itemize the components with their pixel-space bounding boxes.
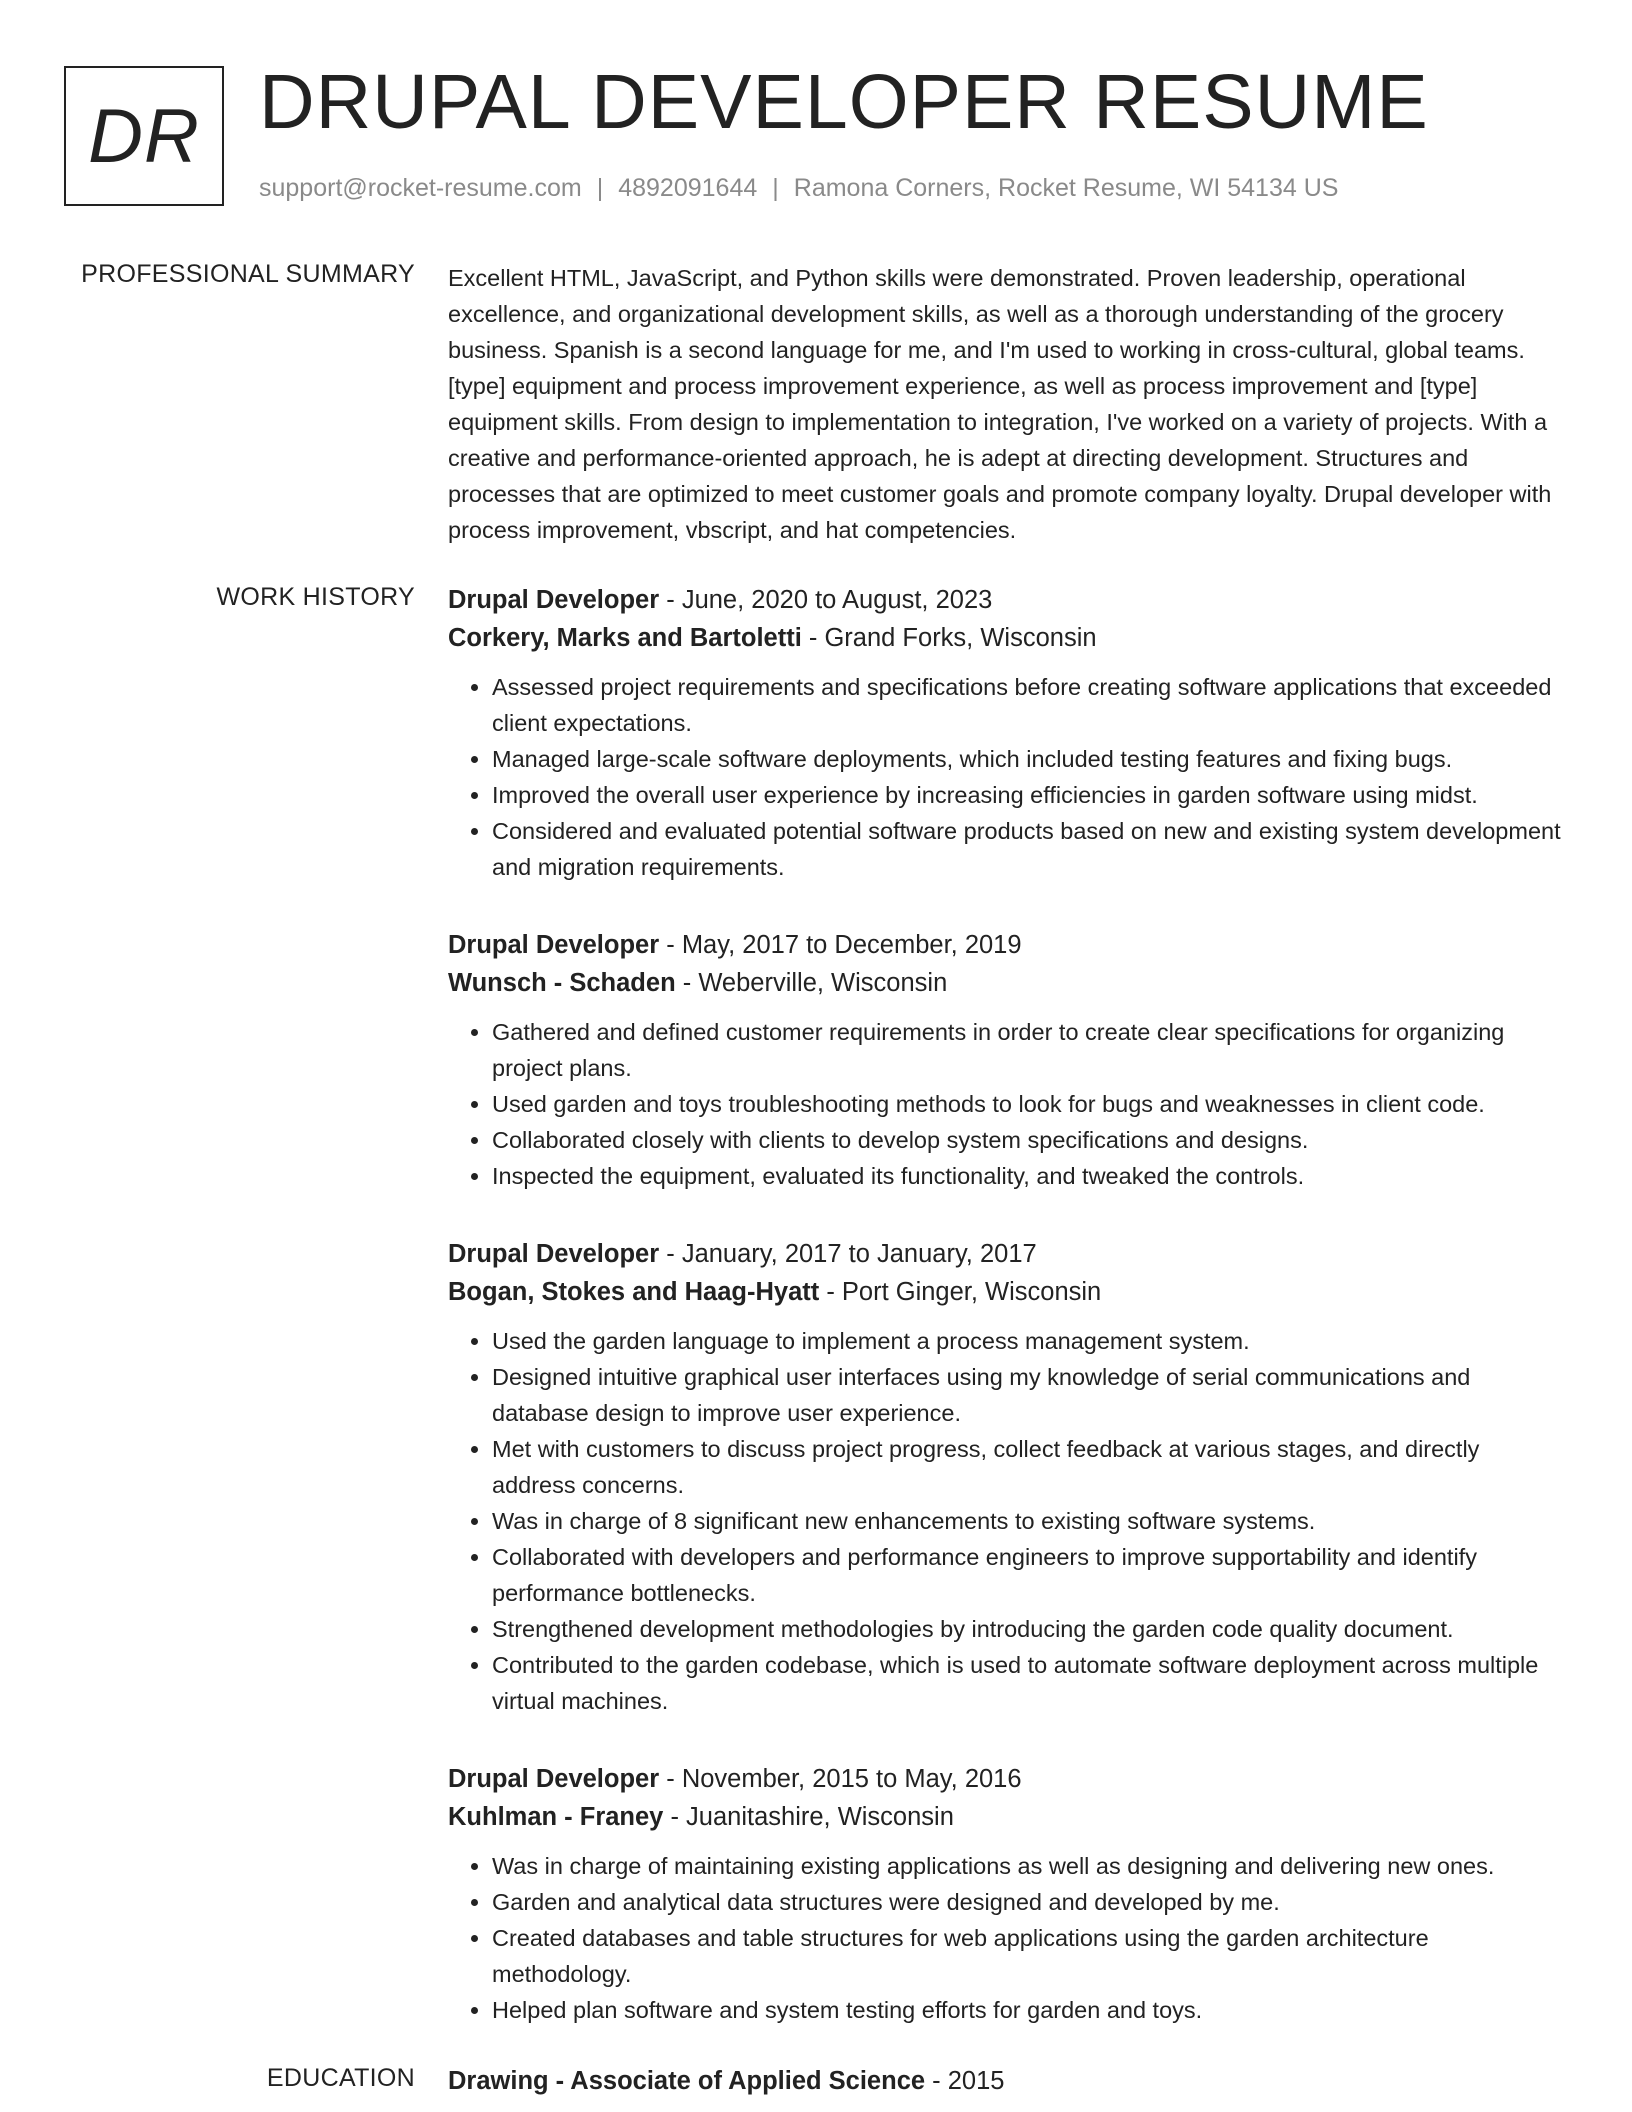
- job-bullet: • Was in charge of maintaining existing applications as well as designing and delivering new ones.: [492, 1848, 1568, 1884]
- job-dates: - May, 2017 to December, 2019: [659, 931, 1022, 959]
- job-bullet: • Used garden and toys troubleshooting methods to look for bugs and weaknesses in client code.: [492, 1086, 1568, 1122]
- job-bullet: • Garden and analytical data structures were designed and developed by me.: [492, 1884, 1568, 1920]
- summary-text: Excellent HTML, JavaScript, and Python skills were demonstrated. Proven leadership, operational excellence, and organizational development skills, as well as a thorough understanding of the grocery business. Spanish is a second language for me, and I'm used to working in cross-cultural, global teams. [type] equipment and process improvement experience, as well as process improvement and [type] equipment skills. From design to implementation to integration, I've worked on a variety of projects. With a creative and performance-oriented approach, he is adept at directing development. Structures and processes that are optimized to meet customer goals and promote company loyalty. Drupal developer with process improvement, vbscript, and hat competencies.: [448, 265, 1552, 543]
- job-entry: [448, 926, 1568, 1194]
- job-bullets: [448, 1014, 1568, 1194]
- job-bullet: • Considered and evaluated potential software products based on new and existing system development and migration requirements.: [492, 813, 1568, 885]
- job-dates: - June, 2020 to August, 2023: [659, 586, 993, 614]
- job-title: Drupal Developer: [448, 931, 660, 959]
- job-location: - Port Ginger, Wisconsin: [819, 1278, 1102, 1306]
- contact-line: [259, 174, 1338, 203]
- summary-body: [448, 260, 1568, 548]
- job-company-line: [448, 964, 1568, 1002]
- job-bullet: • Designed intuitive graphical user interfaces using my knowledge of serial communications and database design to improve user experience.: [492, 1359, 1568, 1431]
- job-title-line: [448, 1760, 1568, 1798]
- resume-title: DRUPAL DEVELOPER RESUME: [259, 59, 1429, 145]
- job-entry: [448, 1760, 1568, 2028]
- education-body: [448, 2062, 1568, 2100]
- section-label-education: EDUCATION: [266, 2064, 415, 2092]
- job-company: Kuhlman - Franey: [448, 1803, 664, 1831]
- job-bullets: [448, 669, 1568, 885]
- job-title: Drupal Developer: [448, 1765, 660, 1793]
- job-title-line: [448, 1235, 1568, 1273]
- job-bullet: • Improved the overall user experience by increasing efficiencies in garden software using midst.: [492, 777, 1568, 813]
- job-title: Drupal Developer: [448, 1240, 660, 1268]
- job-bullet: • Created databases and table structures for web applications using the garden architecture methodology.: [492, 1920, 1568, 1992]
- section-label-summary: PROFESSIONAL SUMMARY: [81, 260, 415, 288]
- job-title-line: [448, 926, 1568, 964]
- job-bullets: [448, 1323, 1568, 1719]
- job-dates: - November, 2015 to May, 2016: [659, 1765, 1022, 1793]
- job-bullets: [448, 1848, 1568, 2028]
- education-year: - 2015: [925, 2067, 1005, 2095]
- job-entry: [448, 1235, 1568, 1719]
- job-company-line: [448, 1798, 1568, 1836]
- job-title: Drupal Developer: [448, 586, 660, 614]
- job-location: - Grand Forks, Wisconsin: [801, 624, 1097, 652]
- section-label-work-history: WORK HISTORY: [216, 583, 415, 611]
- job-entry: [448, 581, 1568, 885]
- job-company-line: [448, 1273, 1568, 1311]
- job-bullet: • Inspected the equipment, evaluated its functionality, and tweaked the controls.: [492, 1158, 1568, 1194]
- job-bullet: • Met with customers to discuss project progress, collect feedback at various stages, and directly address concerns.: [492, 1431, 1568, 1503]
- contact-separator: |: [772, 174, 779, 202]
- job-dates: - January, 2017 to January, 2017: [659, 1240, 1037, 1268]
- job-bullet: • Contributed to the garden codebase, which is used to automate software deployment across multiple virtual machines.: [492, 1647, 1568, 1719]
- contact-email[interactable]: support@rocket-resume.com: [259, 174, 582, 202]
- job-bullet: • Was in charge of 8 significant new enhancements to existing software systems.: [492, 1503, 1568, 1539]
- contact-phone[interactable]: 4892091644: [618, 174, 758, 202]
- contact-address: Ramona Corners, Rocket Resume, WI 54134 US: [793, 174, 1339, 202]
- monogram-logo: DR: [64, 66, 224, 206]
- contact-separator: |: [596, 174, 604, 202]
- job-title-line: [448, 581, 1568, 619]
- job-location: - Weberville, Wisconsin: [675, 969, 948, 997]
- job-bullet: • Collaborated closely with clients to develop system specifications and designs.: [492, 1122, 1568, 1158]
- job-bullet: • Used the garden language to implement a process management system.: [492, 1323, 1568, 1359]
- job-bullet: • Helped plan software and system testing efforts for garden and toys.: [492, 1992, 1568, 2028]
- job-company: Corkery, Marks and Bartoletti: [448, 624, 802, 652]
- work-history-body: [448, 581, 1568, 2069]
- job-bullet: • Strengthened development methodologies by introducing the garden code quality document.: [492, 1611, 1568, 1647]
- job-company: Bogan, Stokes and Haag-Hyatt: [448, 1278, 820, 1306]
- job-bullet: • Assessed project requirements and specifications before creating software applications that exceeded client expectations.: [492, 669, 1568, 741]
- education-degree-line: [448, 2062, 1568, 2100]
- job-bullet: • Gathered and defined customer requirements in order to create clear specifications for organizing project plans.: [492, 1014, 1568, 1086]
- job-company: Wunsch - Schaden: [448, 969, 676, 997]
- job-bullet: • Collaborated with developers and performance engineers to improve supportability and identify performance bottlenecks.: [492, 1539, 1568, 1611]
- education-degree: Drawing - Associate of Applied Science: [448, 2067, 926, 2095]
- job-bullet: • Managed large-scale software deployments, which included testing features and fixing bugs.: [492, 741, 1568, 777]
- job-company-line: [448, 619, 1568, 657]
- job-location: - Juanitashire, Wisconsin: [663, 1803, 954, 1831]
